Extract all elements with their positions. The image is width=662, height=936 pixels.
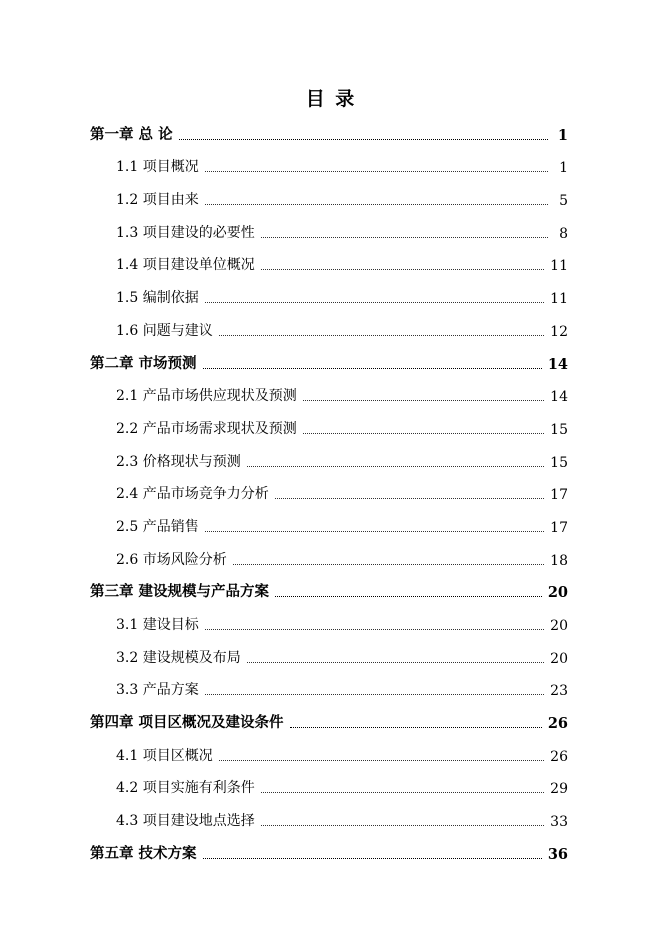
toc-entry-label: 第四章 项目区概况及建设条件: [90, 714, 284, 732]
toc-section-entry[interactable]: [0, 477, 662, 510]
toc-dot-leader: [205, 531, 544, 532]
toc-section-entry[interactable]: [0, 673, 662, 706]
toc-section-entry[interactable]: [0, 444, 662, 477]
toc-dot-leader: [203, 368, 542, 369]
toc-chapter-entry[interactable]: [0, 705, 662, 738]
toc-dot-leader: [303, 400, 544, 401]
toc-page-number: 5: [559, 193, 568, 210]
toc-entry-label: 1.2 项目由来: [116, 192, 199, 209]
toc-dot-leader: [233, 564, 544, 565]
toc-entry-label: 第三章 建设规模与产品方案: [90, 583, 270, 601]
toc-entry-label: 第二章 市场预测: [90, 354, 197, 372]
toc-page-number: 18: [550, 552, 568, 569]
toc-dot-leader: [219, 760, 544, 761]
toc-section-entry[interactable]: [0, 509, 662, 542]
toc-page-number: 33: [550, 814, 568, 831]
toc-entry-label: 2.3 价格现状与预测: [116, 453, 241, 470]
toc-section-entry[interactable]: [0, 542, 662, 575]
toc-section-entry[interactable]: [0, 640, 662, 673]
toc-entry-label: 第五章 技术方案: [90, 844, 197, 862]
toc-entry-label: 4.2 项目实施有利条件: [116, 780, 255, 797]
toc-page-number: 15: [550, 454, 568, 471]
toc-dot-leader: [205, 629, 544, 630]
toc-section-entry[interactable]: [0, 182, 662, 215]
toc-entry-label: 1.1 项目概况: [116, 159, 199, 176]
toc-dot-leader: [261, 237, 548, 238]
toc-entry-label: 3.3 产品方案: [116, 682, 199, 699]
toc-entry-label: 4.3 项目建设地点选择: [116, 813, 255, 830]
toc-page-number: 1: [559, 160, 568, 177]
toc-dot-leader: [275, 596, 542, 597]
toc-page-number: 26: [547, 715, 568, 733]
toc-title: 目 录: [305, 88, 357, 110]
toc-page-number: 14: [550, 389, 568, 406]
toc-page-number: 12: [550, 323, 568, 340]
toc-section-entry[interactable]: [0, 313, 662, 346]
toc-entry-label: 2.4 产品市场竞争力分析: [116, 486, 269, 503]
toc-chapter-entry[interactable]: [0, 346, 662, 379]
toc-section-entry[interactable]: [0, 150, 662, 183]
toc-dot-leader: [275, 498, 544, 499]
toc-section-entry[interactable]: [0, 738, 662, 771]
toc-page-number: 36: [547, 845, 568, 863]
toc-dot-leader: [247, 466, 544, 467]
toc-page-number: 20: [550, 618, 568, 634]
toc-dot-leader: [261, 792, 544, 793]
toc-page-number: 1: [557, 126, 568, 144]
toc-section-entry[interactable]: [0, 771, 662, 804]
toc-page-number: 11: [550, 258, 568, 275]
toc-page-number: 17: [550, 519, 568, 536]
toc-page-number: 23: [550, 683, 568, 700]
toc-page-number: 20: [550, 650, 568, 667]
toc-dot-leader: [261, 269, 544, 270]
toc-section-entry[interactable]: [0, 215, 662, 248]
toc-chapter-entry[interactable]: [0, 575, 662, 608]
toc-dot-leader: [205, 302, 544, 303]
toc-dot-leader: [203, 858, 542, 859]
toc-dot-leader: [219, 335, 544, 336]
toc-entry-label: 2.5 产品销售: [116, 518, 199, 535]
toc-page-number: 14: [547, 355, 568, 373]
toc-section-entry[interactable]: [0, 411, 662, 444]
toc-page-number: 15: [550, 421, 568, 438]
toc-entry-label: 2.1 产品市场供应现状及预测: [116, 388, 297, 405]
toc-dot-leader: [247, 662, 544, 663]
toc-entry-label: 3.1 建设目标: [116, 617, 199, 633]
toc-dot-leader: [205, 204, 548, 205]
toc-entry-label: 1.5 编制依据: [116, 290, 199, 307]
toc-section-entry[interactable]: [0, 379, 662, 412]
toc-entry-label: 1.3 项目建设的必要性: [116, 224, 255, 241]
toc-page-number: 11: [550, 291, 568, 308]
toc-dot-leader: [261, 825, 544, 826]
toc-entry-label: 1.6 问题与建议: [116, 322, 213, 339]
toc-section-entry[interactable]: [0, 248, 662, 281]
toc-dot-leader: [205, 171, 548, 172]
toc-entry-label: 2.2 产品市场需求现状及预测: [116, 420, 297, 437]
toc-entry-label: 4.1 项目区概况: [116, 747, 213, 764]
toc-entry-label: 2.6 市场风险分析: [116, 551, 227, 568]
toc-page-number: 20: [547, 584, 568, 602]
toc-page-number: 29: [550, 781, 568, 798]
toc-section-entry[interactable]: [0, 607, 662, 640]
toc-dot-leader: [179, 139, 548, 140]
toc-section-entry[interactable]: [0, 280, 662, 313]
toc-dot-leader: [290, 727, 542, 728]
toc-entry-label: 3.2 建设规模及布局: [116, 649, 241, 666]
toc-dot-leader: [303, 433, 544, 434]
toc-entry-label: 1.4 项目建设单位概况: [116, 257, 255, 274]
toc-entry-label: 第一章 总 论: [90, 125, 173, 143]
toc-page-number: 26: [550, 748, 568, 765]
toc-list: [0, 117, 662, 869]
toc-chapter-entry[interactable]: [0, 836, 662, 869]
toc-page-number: 17: [550, 487, 568, 504]
toc-section-entry[interactable]: [0, 803, 662, 836]
toc-chapter-entry[interactable]: [0, 117, 662, 150]
toc-page-number: 8: [559, 225, 568, 242]
toc-dot-leader: [205, 694, 544, 695]
